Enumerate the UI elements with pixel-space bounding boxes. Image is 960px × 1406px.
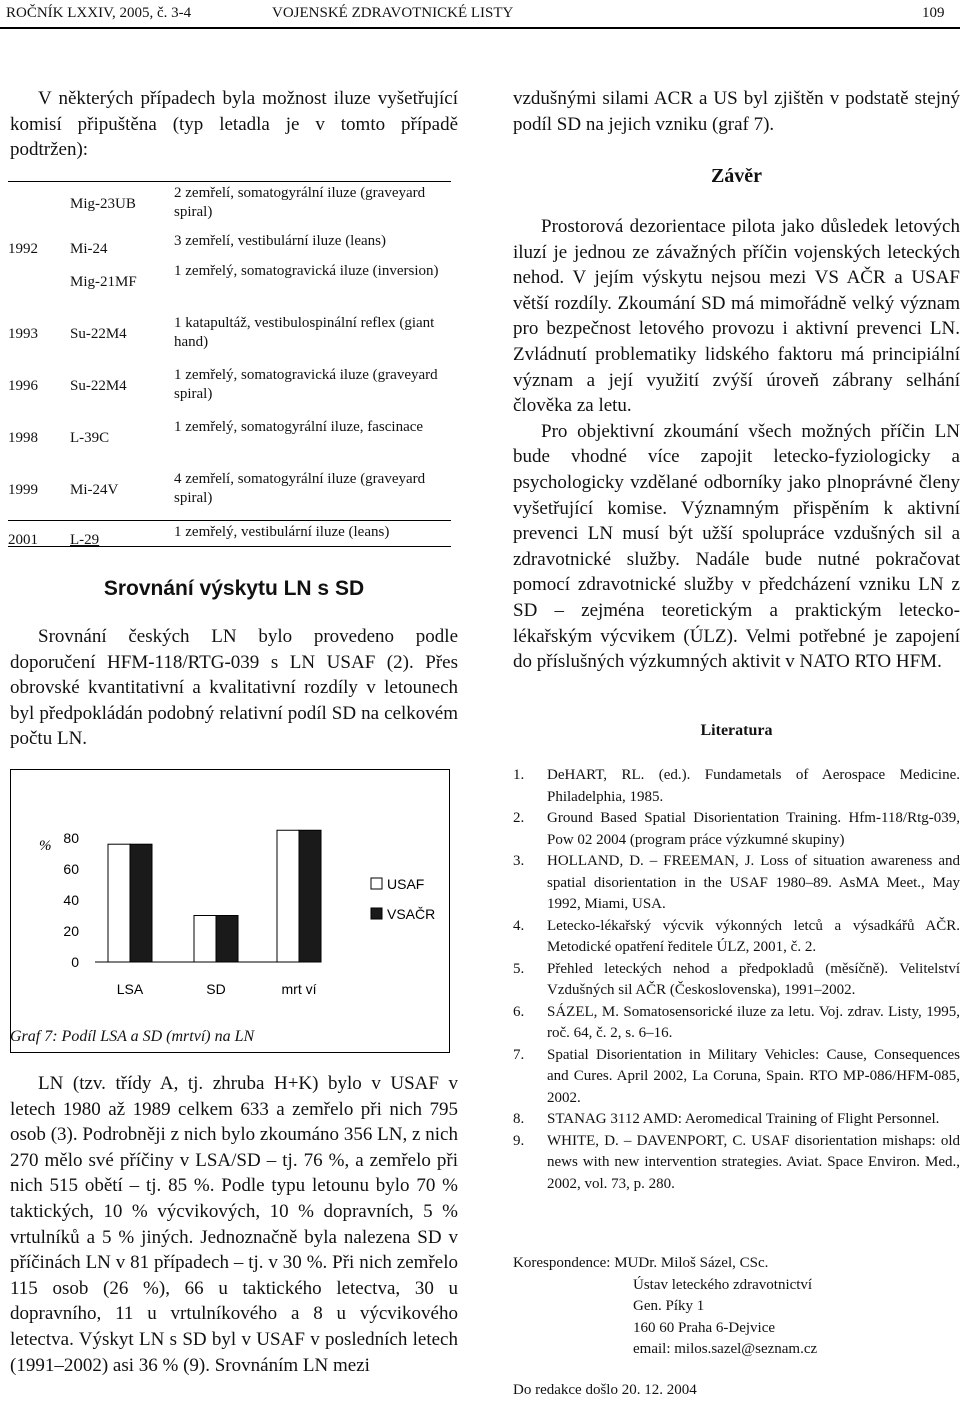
left-column-para2 (10, 1071, 458, 1378)
reference-number: 2. (513, 810, 525, 826)
legend-swatch-vsačr (371, 908, 382, 919)
received-date: Do redakce došlo 20. 12. 2004 (513, 1382, 697, 1398)
reference-item (513, 916, 960, 959)
section-title: Srovnání výskytu LN s SD (103, 577, 365, 600)
reference-item (513, 1002, 960, 1045)
legend-swatch-usaf (371, 878, 382, 889)
correspondence-email: email: milos.sazel@seznam.cz (633, 1341, 818, 1357)
correspondence-street: Gen. Píky 1 (633, 1298, 705, 1314)
x-category-label: LSA (116, 981, 144, 997)
table-year: 1998 (8, 430, 38, 446)
reference-text: Letecko-lékařský výcvik výkonných letců a výsadkářů AČR. Metodické opatření ředitele ÚLZ, 2001, č. 2. (547, 917, 960, 955)
reference-number: 7. (513, 1046, 525, 1063)
reference-text: STANAG 3112 AMD: Aeromedical Training of Flight Personnel. (547, 1111, 940, 1127)
table-bottom-rule (8, 546, 451, 547)
y-axis-label: % (39, 838, 52, 854)
table-aircraft: Su-22M4 (70, 378, 127, 394)
table-description: 1 zemřelý, somatogravická iluze (inversion) (174, 263, 439, 279)
reference-item (513, 851, 960, 916)
table-year: 1999 (8, 482, 38, 498)
conclusion-heading: Závěr (710, 165, 763, 187)
reference-item (513, 959, 960, 1002)
reference-text: SÁZEL, M. Somatosensorické iluze za letu. Voj. zdrav. Listy, 1995, roč. 64, č. 2, s. 6–16. (547, 1003, 960, 1041)
accident-table (8, 182, 451, 551)
chart-caption: Graf 7: Podíl LSA a SD (mrtví) na LN (10, 1028, 255, 1045)
references-heading: Literatura (700, 722, 773, 739)
conclusion-block (513, 214, 960, 675)
y-tick-label: 20 (63, 923, 79, 939)
statistics-paragraph: LN (tzv. třídy A, tj. zhruba H+K) bylo v USAF v letech 1980 až 1989 celkem 633 a zemřelo při nich 795 osob (3). Podrobněji z nich bylo zkoumáno 356 LN, z nich 270 mělo své příčiny v LSA/SD – tj. 76 %, a zemřelo při nich 515 obětí – tj. 85 %. Podle typu letounu bylo 70 % taktických, 10 % výcvikových, 10 % dopravních, 5 % vrtulníků a 5 % jiných. Jednoznačně byla nalezena SD v příčinách LN v 81 případech – tj. v 30 %. Při nich zemřelo 115 osob (26 %), 66 u taktického letectva, 30 u dopravního, 11 u vrtulníkového a 8 u výcvikového letectva. Výskyt LN s SD byl v USAF v posledních letech (1991–2002) asi 36 % (9). Srovnáním LN mezi (10, 1073, 458, 1376)
table-description: 1 zemřelý, somatogravická iluze (graveyard spiral) (174, 367, 438, 402)
legend-label: VSAČR (387, 906, 436, 922)
reference-number: 1. (513, 767, 525, 783)
reference-text: HOLLAND, D. – FREEMAN, J. Loss of situation awareness and spatial disorientation in the USAF 1980–89. AsMA Meet., May 1992, Miami, USA. (547, 853, 960, 912)
reference-number: 6. (513, 1003, 525, 1020)
correspondence-city: 160 60 Praha 6-Dejvice (633, 1319, 776, 1336)
table-description: 4 zemřelí, somatogyrální iluze (graveyard spiral) (174, 471, 426, 506)
reference-list (513, 765, 960, 1195)
header-rule (0, 27, 960, 29)
table-row (8, 468, 451, 521)
table-row (8, 312, 451, 364)
conclusion-paragraph-2: Pro objektivní zkoumání všech možných příčin LN bude vhodné více zapojit letecko-fyziologicky a psychologicky vzdělané odborníky jako plnoprávné členy vyšetřující komise. Významným přispěním k aktivní prevenci LN musí být užší spolupráce vzdušných sil a zdravotnické služby. Nadále bude nutné pokračovat pomocí zdravotnické služby v předcházení vzniku LN z SD – zejména teoretickým a praktickým letecko-lékařským výcvikem (ÚLZ). Velmi potřebné je zapojení do příslušných výzkumných aktivit v NATO RTO HFM. (513, 420, 960, 673)
conclusion-paragraph-1: Prostorová dezorientace pilota jako důsledek letových iluzí je jednou ze závažných příčin vojenských leteckých nehod. V jejím výskytu nejsou mezi VS AČR a USAF větší rozdíly. Zkoumání SD má mimořádně velký význam pro bezpečnost letového provozu i aktivní prevenci LN. Zvládnutí problematiky lidského faktoru má principiální význam a její využití zvýší úroveň zábrany selhání člověka za letu. (513, 216, 960, 417)
left-column-intro (10, 86, 458, 163)
running-header-issue: ROČNÍK LXXIV, 2005, č. 3-4 (6, 5, 192, 21)
left-column-para1 (10, 624, 458, 752)
reference-item (513, 1045, 960, 1110)
reference-text: Spatial Disorientation in Military Vehicles: Cause, Consequences and Cures. April 2002, La Coruna, Spain. RTO MP-086/HFM-085, 2002. (547, 1046, 960, 1106)
x-category-label: mrt ví (281, 981, 317, 997)
bar-usaf-1 (194, 916, 216, 963)
table-aircraft: L-29 (70, 532, 100, 548)
table-description: 1 zemřelý, vestibulární iluze (leans) (174, 524, 390, 540)
reference-text: WHITE, D. – DAVENPORT, C. USAF disorientation mishaps: old news with new intervention strategies. Aviat. Space Environ. Med., 2002, vol. 73, p. 280. (547, 1132, 960, 1192)
correspondence-block (513, 1253, 960, 1361)
table-row (8, 182, 451, 230)
table-description: 1 zemřelý, somatogyrální iluze, fascinace (174, 419, 424, 435)
running-header-journal: VOJENSKÉ ZDRAVOTNICKÉ LISTY (272, 5, 514, 21)
table-row (8, 230, 451, 260)
table-row (8, 260, 451, 312)
reference-item (513, 1131, 960, 1196)
reference-item (513, 1109, 960, 1131)
y-tick-label: 80 (63, 830, 79, 846)
table-aircraft: Su-22M4 (70, 326, 127, 342)
table-row (8, 364, 451, 416)
table-description: 2 zemřelí, somatogyrální iluze (graveyard spiral) (174, 185, 426, 220)
y-tick-label: 0 (71, 954, 79, 970)
intro-paragraph: V některých případech byla možnost iluze vyšetřující komisí připuštěna (typ letadla je v tomto případě podtržen): (10, 88, 458, 161)
reference-number: 5. (513, 960, 525, 977)
reference-item (513, 765, 960, 808)
bar-usaf-2 (277, 830, 299, 962)
reference-number: 8. (513, 1111, 525, 1127)
bar-vsačr-0 (130, 844, 152, 962)
table-row (8, 416, 451, 468)
table-description: 1 katapultáž, vestibulospinální reflex (giant hand) (174, 315, 435, 350)
table-aircraft: Mi-24V (70, 482, 119, 498)
bar-chart (11, 770, 449, 1052)
correspondence-author: Korespondence: MUDr. Miloš Sázel, CSc. (513, 1255, 769, 1271)
table-year: 2001 (8, 532, 38, 548)
page-number: 109 (922, 5, 945, 21)
table-aircraft: L-39C (70, 430, 110, 446)
chart-frame (10, 769, 450, 1053)
y-tick-label: 60 (63, 861, 79, 877)
table-aircraft: Mig-21MF (70, 274, 137, 290)
comparison-paragraph: Srovnání českých LN bylo provedeno podle doporučení HFM-118/RTG-039 s LN USAF (2). Přes obrovské kvantitativní a kvalitativní rozdíly v letounech byl předpokládán podobný relativní podíl SD na celkovém počtu LN. (10, 626, 458, 750)
table-year: 1996 (8, 378, 38, 394)
reference-item (513, 808, 960, 851)
reference-text: Přehled leteckých nehod a předpokladů (měsíčně). Velitelství Vzdušných sil AČR (Československa), 1991–2002. (547, 960, 960, 998)
reference-text: DeHART, RL. (ed.). Fundametals of Aerospace Medicine. Philadelphia, 1985. (547, 767, 960, 805)
right-column-intro (513, 86, 960, 137)
bar-vsačr-2 (299, 830, 321, 962)
continuation-paragraph: vzdušnými silami ACR a US byl zjištěn v podstatě stejný podíl SD na jejich vzniku (graf 7). (513, 88, 960, 135)
legend-label: USAF (387, 876, 425, 892)
reference-number: 4. (513, 917, 525, 934)
table-year: 1993 (8, 326, 38, 342)
table-year: 1992 (8, 241, 38, 257)
table-aircraft: Mi-24 (70, 241, 108, 257)
reference-number: 9. (513, 1132, 525, 1149)
table-description: 3 zemřelí, vestibulární iluze (leans) (174, 233, 386, 249)
correspondence-institute: Ústav leteckého zdravotnictví (633, 1276, 813, 1293)
reference-text: Ground Based Spatial Disorientation Training. Hfm-118/Rtg-039, Pow 02 2004 (program práce výzkumné skupiny) (547, 810, 960, 848)
x-category-label: SD (206, 981, 226, 997)
bar-usaf-0 (108, 844, 130, 962)
table-aircraft: Mig-23UB (70, 196, 136, 212)
bar-vsačr-1 (216, 916, 238, 963)
reference-number: 3. (513, 853, 525, 869)
y-tick-label: 40 (63, 892, 79, 908)
